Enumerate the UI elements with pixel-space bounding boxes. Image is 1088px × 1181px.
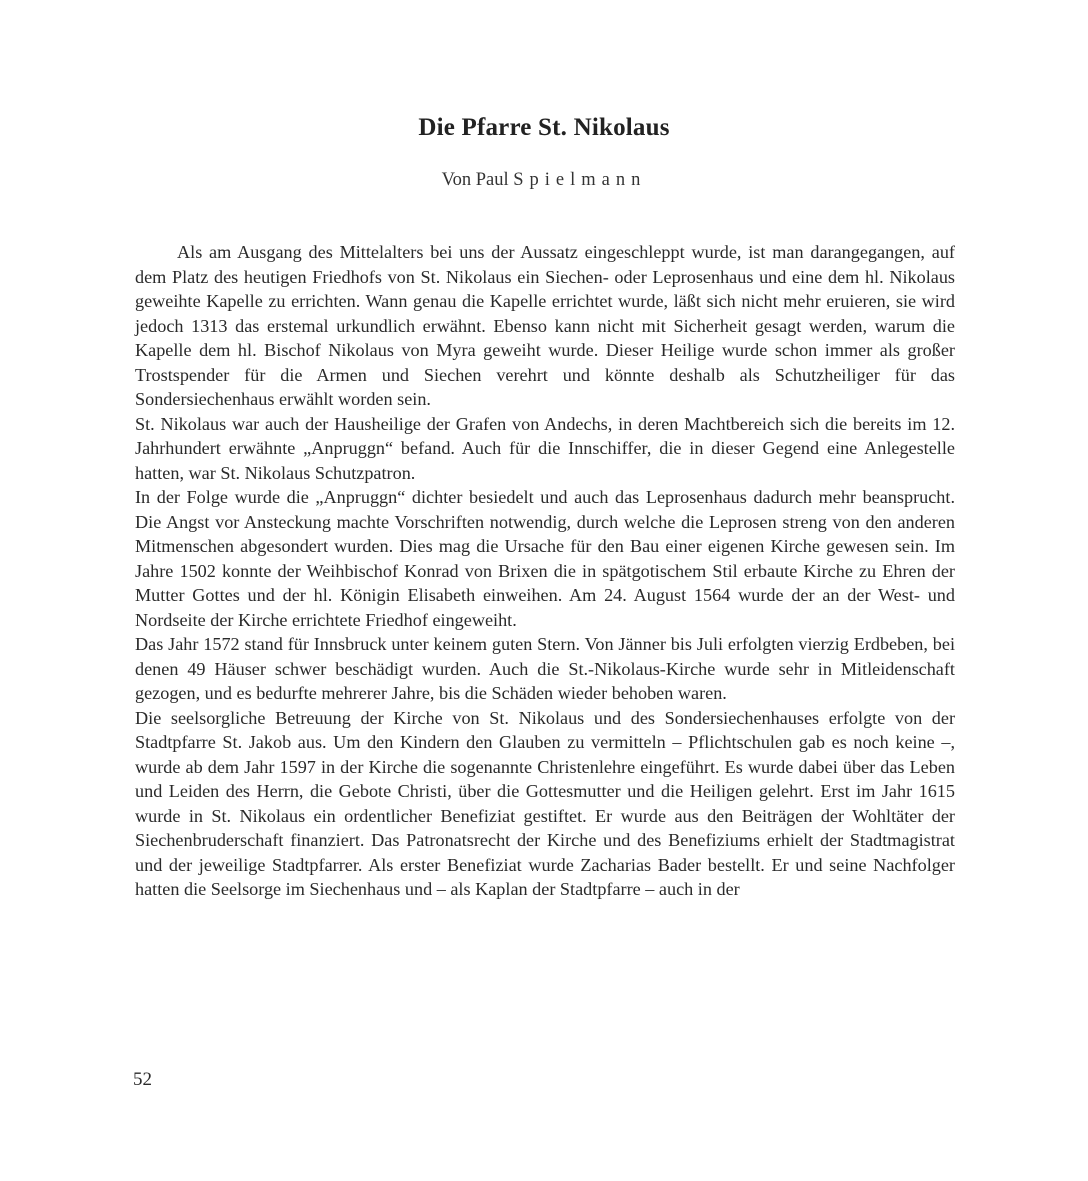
author-prefix: Von Paul: [441, 170, 509, 190]
page-number: 52: [133, 1069, 152, 1090]
author-name: Spielmann: [513, 170, 647, 190]
paragraph: Die seelsorgliche Betreuung der Kirche von St. Nikolaus und des Sondersiechenhauses erfolgte von der Stadtpfarre St. Jakob aus. Um den Kindern den Glauben zu vermitteln – Pflichtschulen gab es noch keine –, wurde ab dem Jahr 1597 in der Kirche die sogenannte Christenlehre eingeführt. Es wurde dabei über das Leben und Leiden des Herrn, die Gebote Christi, über die Gottesmutter und die Heiligen gelehrt. Erst im Jahr 1615 wurde in St. Nikolaus ein ordentlicher Benefiziat gestiftet. Er wurde aus den Beiträgen der Wohltäter der Siechenbruderschaft finanziert. Das Patronatsrecht der Kirche und des Benefiziums erhielt der Stadtmagistrat und der jeweilige Stadtpfarrer. Als erster Benefiziat wurde Zacharias Bader bestellt. Er und seine Nachfolger hatten die Seelsorge im Siechenhaus und – als Kaplan der Stadtpfarre – auch in der: [135, 707, 955, 899]
article-body: [135, 240, 955, 902]
article-title: Die Pfarre St. Nikolaus: [418, 114, 670, 141]
paragraph: Das Jahr 1572 stand für Innsbruck unter keinem guten Stern. Von Jänner bis Juli erfolgten vierzig Erdbeben, bei denen 49 Häuser schwer beschädigt wurden. Auch die St.-Nikolaus-Kirche wurde sehr in Mitleidenschaft gezogen, und es bedurfte mehrerer Jahre, bis die Schäden wieder behoben waren.: [135, 634, 955, 703]
paragraph: St. Nikolaus war auch der Hausheilige der Grafen von Andechs, in deren Machtbereich sich die bereits im 12. Jahrhundert erwähnte „Anpruggn“ befand. Auch für die Innschiffer, die in dieser Gegend eine Anlegestelle hatten, war St. Nikolaus Schutzpatron.: [135, 413, 955, 483]
paragraph: Als am Ausgang des Mittelalters bei uns der Aussatz eingeschleppt wurde, ist man darangegangen, auf dem Platz des heutigen Friedhofs von St. Nikolaus ein Siechen- oder Leprosenhaus und eine dem hl. Nikolaus geweihte Kapelle zu errichten. Wann genau die Kapelle errichtet wurde, läßt sich nicht mehr eruieren, sie wird jedoch 1313 das erstemal urkundlich erwähnt. Ebenso kann nicht mit Sicherheit gesagt werden, warum die Kapelle dem hl. Bischof Nikolaus von Myra geweiht wurde. Dieser Heilige wurde schon immer als großer Trostspender für die Armen und Siechen verehrt und könnte deshalb als Schutzheiliger für das Sondersiechenhaus erwählt worden sein.: [135, 242, 955, 409]
author-line: [0, 170, 1088, 191]
paragraph: In der Folge wurde die „Anpruggn“ dichter besiedelt und auch das Leprosenhaus dadurch mehr beansprucht. Die Angst vor Ansteckung machte Vorschriften notwendig, durch welche die Leprosen streng von den anderen Mitmenschen abgesondert wurden. Dies mag die Ursache für den Bau einer eigenen Kirche gewesen sein. Im Jahre 1502 konnte der Weihbischof Konrad von Brixen die in spätgotischem Stil erbaute Kirche zu Ehren der Mutter Gottes und der hl. Königin Elisabeth einweihen. Am 24. August 1564 wurde der an der West- und Nordseite der Kirche errichtete Friedhof eingeweiht.: [135, 487, 955, 630]
